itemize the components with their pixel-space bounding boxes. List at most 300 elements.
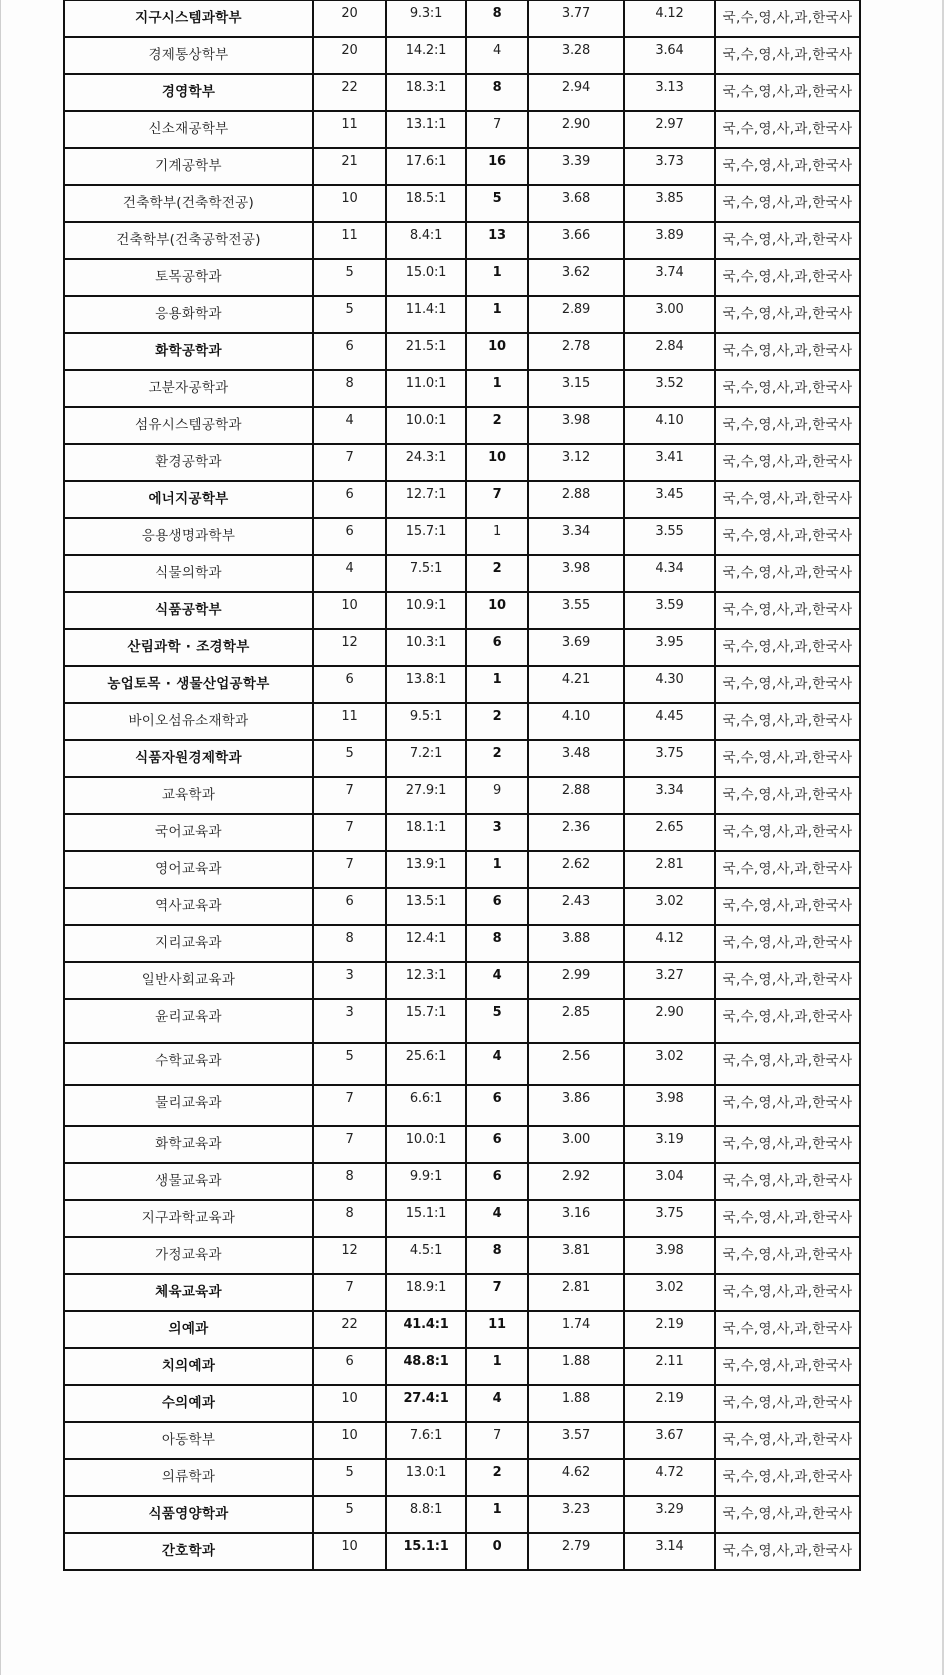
department-cell: 응용생명과학부 bbox=[64, 518, 313, 555]
grade-70-cell: 3.41 bbox=[624, 444, 715, 481]
reflected-subjects-cell: 국,수,영,사,과,한국사 bbox=[715, 1163, 860, 1200]
reflected-subjects-cell: 국,수,영,사,과,한국사 bbox=[715, 407, 860, 444]
grade-50-cell: 3.69 bbox=[528, 629, 624, 666]
table-row bbox=[64, 1422, 860, 1459]
quota-cell: 12 bbox=[313, 629, 386, 666]
quota-cell: 7 bbox=[313, 851, 386, 888]
waitlist-cell: 4 bbox=[466, 37, 528, 74]
competition-ratio-cell: 18.5:1 bbox=[386, 185, 466, 222]
grade-50-cell: 3.98 bbox=[528, 555, 624, 592]
grade-70-cell: 2.11 bbox=[624, 1348, 715, 1385]
waitlist-cell: 4 bbox=[466, 1200, 528, 1237]
competition-ratio-cell: 9.3:1 bbox=[386, 0, 466, 37]
quota-cell: 10 bbox=[313, 1422, 386, 1459]
waitlist-cell: 2 bbox=[466, 703, 528, 740]
grade-70-cell: 2.81 bbox=[624, 851, 715, 888]
grade-70-cell: 4.12 bbox=[624, 0, 715, 37]
waitlist-cell: 10 bbox=[466, 444, 528, 481]
table-row bbox=[64, 1274, 860, 1311]
department-cell: 생물교육과 bbox=[64, 1163, 313, 1200]
table-row bbox=[64, 1311, 860, 1348]
waitlist-cell: 8 bbox=[466, 0, 528, 37]
competition-ratio-cell: 24.3:1 bbox=[386, 444, 466, 481]
grade-70-cell: 3.98 bbox=[624, 1085, 715, 1126]
table-row bbox=[64, 37, 860, 74]
department-cell: 화학교육과 bbox=[64, 1126, 313, 1163]
grade-50-cell: 4.21 bbox=[528, 666, 624, 703]
waitlist-cell: 5 bbox=[466, 185, 528, 222]
department-cell: 에너지공학부 bbox=[64, 481, 313, 518]
grade-50-cell: 2.90 bbox=[528, 111, 624, 148]
reflected-subjects-cell: 국,수,영,사,과,한국사 bbox=[715, 814, 860, 851]
table-row bbox=[64, 888, 860, 925]
quota-cell: 6 bbox=[313, 518, 386, 555]
grade-50-cell: 2.81 bbox=[528, 1274, 624, 1311]
quota-cell: 10 bbox=[313, 185, 386, 222]
grade-50-cell: 1.88 bbox=[528, 1385, 624, 1422]
grade-50-cell: 4.10 bbox=[528, 703, 624, 740]
competition-ratio-cell: 12.7:1 bbox=[386, 481, 466, 518]
waitlist-cell: 1 bbox=[466, 1348, 528, 1385]
competition-ratio-cell: 12.4:1 bbox=[386, 925, 466, 962]
department-cell: 교육학과 bbox=[64, 777, 313, 814]
reflected-subjects-cell: 국,수,영,사,과,한국사 bbox=[715, 370, 860, 407]
quota-cell: 6 bbox=[313, 666, 386, 703]
reflected-subjects-cell: 국,수,영,사,과,한국사 bbox=[715, 703, 860, 740]
grade-70-cell: 3.67 bbox=[624, 1422, 715, 1459]
quota-cell: 8 bbox=[313, 925, 386, 962]
department-cell: 가정교육과 bbox=[64, 1237, 313, 1274]
table-row bbox=[64, 1200, 860, 1237]
grade-50-cell: 2.92 bbox=[528, 1163, 624, 1200]
department-cell: 환경공학과 bbox=[64, 444, 313, 481]
competition-ratio-cell: 11.4:1 bbox=[386, 296, 466, 333]
department-cell: 섬유시스템공학과 bbox=[64, 407, 313, 444]
grade-50-cell: 3.62 bbox=[528, 259, 624, 296]
waitlist-cell: 8 bbox=[466, 925, 528, 962]
grade-50-cell: 3.81 bbox=[528, 1237, 624, 1274]
reflected-subjects-cell: 국,수,영,사,과,한국사 bbox=[715, 1085, 860, 1126]
competition-ratio-cell: 25.6:1 bbox=[386, 1043, 466, 1085]
table-row bbox=[64, 185, 860, 222]
table-row bbox=[64, 74, 860, 111]
quota-cell: 22 bbox=[313, 1311, 386, 1348]
competition-ratio-cell: 8.8:1 bbox=[386, 1496, 466, 1533]
grade-50-cell: 2.85 bbox=[528, 999, 624, 1043]
table-row bbox=[64, 1085, 860, 1126]
reflected-subjects-cell: 국,수,영,사,과,한국사 bbox=[715, 1459, 860, 1496]
quota-cell: 6 bbox=[313, 888, 386, 925]
quota-cell: 7 bbox=[313, 1126, 386, 1163]
department-cell: 윤리교육과 bbox=[64, 999, 313, 1043]
reflected-subjects-cell: 국,수,영,사,과,한국사 bbox=[715, 1043, 860, 1085]
competition-ratio-cell: 13.8:1 bbox=[386, 666, 466, 703]
waitlist-cell: 11 bbox=[466, 1311, 528, 1348]
competition-ratio-cell: 7.6:1 bbox=[386, 1422, 466, 1459]
competition-ratio-cell: 10.0:1 bbox=[386, 1126, 466, 1163]
competition-ratio-cell: 7.2:1 bbox=[386, 740, 466, 777]
department-cell: 아동학부 bbox=[64, 1422, 313, 1459]
table-row bbox=[64, 407, 860, 444]
waitlist-cell: 2 bbox=[466, 1459, 528, 1496]
table-row bbox=[64, 777, 860, 814]
reflected-subjects-cell: 국,수,영,사,과,한국사 bbox=[715, 1422, 860, 1459]
department-cell: 신소재공학부 bbox=[64, 111, 313, 148]
table-row bbox=[64, 1163, 860, 1200]
department-cell: 토목공학과 bbox=[64, 259, 313, 296]
department-cell: 치의예과 bbox=[64, 1348, 313, 1385]
department-cell: 수학교육과 bbox=[64, 1043, 313, 1085]
grade-50-cell: 3.86 bbox=[528, 1085, 624, 1126]
department-cell: 수의예과 bbox=[64, 1385, 313, 1422]
table-row bbox=[64, 666, 860, 703]
table-row bbox=[64, 962, 860, 999]
table-row bbox=[64, 1533, 860, 1570]
department-cell: 식품자원경제학과 bbox=[64, 740, 313, 777]
table-row bbox=[64, 1237, 860, 1274]
grade-50-cell: 2.79 bbox=[528, 1533, 624, 1570]
quota-cell: 7 bbox=[313, 1085, 386, 1126]
reflected-subjects-cell: 국,수,영,사,과,한국사 bbox=[715, 185, 860, 222]
grade-70-cell: 2.97 bbox=[624, 111, 715, 148]
reflected-subjects-cell: 국,수,영,사,과,한국사 bbox=[715, 592, 860, 629]
grade-50-cell: 1.74 bbox=[528, 1311, 624, 1348]
waitlist-cell: 2 bbox=[466, 740, 528, 777]
grade-50-cell: 3.12 bbox=[528, 444, 624, 481]
waitlist-cell: 6 bbox=[466, 888, 528, 925]
waitlist-cell: 9 bbox=[466, 777, 528, 814]
waitlist-cell: 7 bbox=[466, 481, 528, 518]
reflected-subjects-cell: 국,수,영,사,과,한국사 bbox=[715, 148, 860, 185]
table-row bbox=[64, 999, 860, 1043]
grade-70-cell: 4.72 bbox=[624, 1459, 715, 1496]
reflected-subjects-cell: 국,수,영,사,과,한국사 bbox=[715, 1126, 860, 1163]
quota-cell: 21 bbox=[313, 148, 386, 185]
table-row bbox=[64, 296, 860, 333]
competition-ratio-cell: 9.9:1 bbox=[386, 1163, 466, 1200]
waitlist-cell: 3 bbox=[466, 814, 528, 851]
quota-cell: 10 bbox=[313, 592, 386, 629]
grade-50-cell: 2.43 bbox=[528, 888, 624, 925]
grade-70-cell: 3.19 bbox=[624, 1126, 715, 1163]
grade-50-cell: 3.34 bbox=[528, 518, 624, 555]
table-row bbox=[64, 592, 860, 629]
department-cell: 물리교육과 bbox=[64, 1085, 313, 1126]
department-cell: 지리교육과 bbox=[64, 925, 313, 962]
competition-ratio-cell: 6.6:1 bbox=[386, 1085, 466, 1126]
table-row bbox=[64, 1385, 860, 1422]
quota-cell: 5 bbox=[313, 259, 386, 296]
grade-70-cell: 4.10 bbox=[624, 407, 715, 444]
reflected-subjects-cell: 국,수,영,사,과,한국사 bbox=[715, 111, 860, 148]
quota-cell: 5 bbox=[313, 1459, 386, 1496]
reflected-subjects-cell: 국,수,영,사,과,한국사 bbox=[715, 962, 860, 999]
waitlist-cell: 4 bbox=[466, 962, 528, 999]
grade-70-cell: 3.29 bbox=[624, 1496, 715, 1533]
waitlist-cell: 4 bbox=[466, 1043, 528, 1085]
waitlist-cell: 6 bbox=[466, 1126, 528, 1163]
reflected-subjects-cell: 국,수,영,사,과,한국사 bbox=[715, 1311, 860, 1348]
quota-cell: 6 bbox=[313, 481, 386, 518]
grade-50-cell: 1.88 bbox=[528, 1348, 624, 1385]
grade-70-cell: 3.74 bbox=[624, 259, 715, 296]
competition-ratio-cell: 8.4:1 bbox=[386, 222, 466, 259]
quota-cell: 5 bbox=[313, 1043, 386, 1085]
reflected-subjects-cell: 국,수,영,사,과,한국사 bbox=[715, 222, 860, 259]
reflected-subjects-cell: 국,수,영,사,과,한국사 bbox=[715, 1496, 860, 1533]
grade-70-cell: 3.27 bbox=[624, 962, 715, 999]
grade-70-cell: 3.02 bbox=[624, 888, 715, 925]
department-cell: 국어교육과 bbox=[64, 814, 313, 851]
grade-70-cell: 3.45 bbox=[624, 481, 715, 518]
waitlist-cell: 5 bbox=[466, 999, 528, 1043]
grade-70-cell: 3.89 bbox=[624, 222, 715, 259]
reflected-subjects-cell: 국,수,영,사,과,한국사 bbox=[715, 37, 860, 74]
table-row bbox=[64, 1043, 860, 1085]
competition-ratio-cell: 13.0:1 bbox=[386, 1459, 466, 1496]
competition-ratio-cell: 27.4:1 bbox=[386, 1385, 466, 1422]
table-row bbox=[64, 1459, 860, 1496]
table-row bbox=[64, 0, 860, 37]
admissions-results-table-container bbox=[63, 0, 861, 1571]
waitlist-cell: 6 bbox=[466, 629, 528, 666]
waitlist-cell: 10 bbox=[466, 592, 528, 629]
reflected-subjects-cell: 국,수,영,사,과,한국사 bbox=[715, 1274, 860, 1311]
quota-cell: 11 bbox=[313, 111, 386, 148]
grade-50-cell: 3.57 bbox=[528, 1422, 624, 1459]
table-row bbox=[64, 1496, 860, 1533]
department-cell: 역사교육과 bbox=[64, 888, 313, 925]
grade-70-cell: 3.75 bbox=[624, 1200, 715, 1237]
competition-ratio-cell: 15.7:1 bbox=[386, 999, 466, 1043]
reflected-subjects-cell: 국,수,영,사,과,한국사 bbox=[715, 555, 860, 592]
quota-cell: 8 bbox=[313, 1200, 386, 1237]
department-cell: 간호학과 bbox=[64, 1533, 313, 1570]
grade-70-cell: 4.34 bbox=[624, 555, 715, 592]
table-row bbox=[64, 481, 860, 518]
grade-70-cell: 3.02 bbox=[624, 1043, 715, 1085]
table-row bbox=[64, 370, 860, 407]
competition-ratio-cell: 48.8:1 bbox=[386, 1348, 466, 1385]
department-cell: 식품공학부 bbox=[64, 592, 313, 629]
grade-50-cell: 2.78 bbox=[528, 333, 624, 370]
competition-ratio-cell: 14.2:1 bbox=[386, 37, 466, 74]
grade-50-cell: 3.98 bbox=[528, 407, 624, 444]
table-row bbox=[64, 259, 860, 296]
reflected-subjects-cell: 국,수,영,사,과,한국사 bbox=[715, 259, 860, 296]
quota-cell: 8 bbox=[313, 1163, 386, 1200]
quota-cell: 22 bbox=[313, 74, 386, 111]
waitlist-cell: 4 bbox=[466, 1385, 528, 1422]
reflected-subjects-cell: 국,수,영,사,과,한국사 bbox=[715, 925, 860, 962]
reflected-subjects-cell: 국,수,영,사,과,한국사 bbox=[715, 1237, 860, 1274]
grade-50-cell: 2.88 bbox=[528, 481, 624, 518]
quota-cell: 8 bbox=[313, 370, 386, 407]
grade-70-cell: 3.55 bbox=[624, 518, 715, 555]
waitlist-cell: 16 bbox=[466, 148, 528, 185]
competition-ratio-cell: 13.1:1 bbox=[386, 111, 466, 148]
department-cell: 식품영양학과 bbox=[64, 1496, 313, 1533]
department-cell: 고분자공학과 bbox=[64, 370, 313, 407]
quota-cell: 6 bbox=[313, 333, 386, 370]
grade-70-cell: 2.84 bbox=[624, 333, 715, 370]
department-cell: 응용화학과 bbox=[64, 296, 313, 333]
waitlist-cell: 1 bbox=[466, 666, 528, 703]
reflected-subjects-cell: 국,수,영,사,과,한국사 bbox=[715, 851, 860, 888]
grade-50-cell: 3.15 bbox=[528, 370, 624, 407]
competition-ratio-cell: 21.5:1 bbox=[386, 333, 466, 370]
grade-50-cell: 3.55 bbox=[528, 592, 624, 629]
waitlist-cell: 1 bbox=[466, 1496, 528, 1533]
quota-cell: 5 bbox=[313, 296, 386, 333]
reflected-subjects-cell: 국,수,영,사,과,한국사 bbox=[715, 999, 860, 1043]
quota-cell: 6 bbox=[313, 1348, 386, 1385]
department-cell: 농업토목 · 생물산업공학부 bbox=[64, 666, 313, 703]
department-cell: 경제통상학부 bbox=[64, 37, 313, 74]
department-cell: 지구시스템과학부 bbox=[64, 0, 313, 37]
department-cell: 체육교육과 bbox=[64, 1274, 313, 1311]
grade-50-cell: 2.88 bbox=[528, 777, 624, 814]
reflected-subjects-cell: 국,수,영,사,과,한국사 bbox=[715, 1200, 860, 1237]
table-row bbox=[64, 444, 860, 481]
competition-ratio-cell: 4.5:1 bbox=[386, 1237, 466, 1274]
reflected-subjects-cell: 국,수,영,사,과,한국사 bbox=[715, 1385, 860, 1422]
quota-cell: 11 bbox=[313, 703, 386, 740]
grade-70-cell: 3.95 bbox=[624, 629, 715, 666]
grade-50-cell: 3.68 bbox=[528, 185, 624, 222]
quota-cell: 20 bbox=[313, 37, 386, 74]
table-row bbox=[64, 740, 860, 777]
grade-70-cell: 2.90 bbox=[624, 999, 715, 1043]
table-row bbox=[64, 814, 860, 851]
quota-cell: 4 bbox=[313, 555, 386, 592]
table-row bbox=[64, 518, 860, 555]
competition-ratio-cell: 12.3:1 bbox=[386, 962, 466, 999]
department-cell: 의류학과 bbox=[64, 1459, 313, 1496]
table-row bbox=[64, 851, 860, 888]
quota-cell: 3 bbox=[313, 962, 386, 999]
table-row bbox=[64, 703, 860, 740]
competition-ratio-cell: 11.0:1 bbox=[386, 370, 466, 407]
department-cell: 바이오섬유소재학과 bbox=[64, 703, 313, 740]
reflected-subjects-cell: 국,수,영,사,과,한국사 bbox=[715, 518, 860, 555]
quota-cell: 7 bbox=[313, 777, 386, 814]
grade-50-cell: 3.88 bbox=[528, 925, 624, 962]
grade-70-cell: 3.73 bbox=[624, 148, 715, 185]
reflected-subjects-cell: 국,수,영,사,과,한국사 bbox=[715, 333, 860, 370]
reflected-subjects-cell: 국,수,영,사,과,한국사 bbox=[715, 1348, 860, 1385]
grade-70-cell: 2.65 bbox=[624, 814, 715, 851]
table-row bbox=[64, 111, 860, 148]
competition-ratio-cell: 10.0:1 bbox=[386, 407, 466, 444]
grade-50-cell: 3.16 bbox=[528, 1200, 624, 1237]
waitlist-cell: 1 bbox=[466, 851, 528, 888]
quota-cell: 10 bbox=[313, 1533, 386, 1570]
reflected-subjects-cell: 국,수,영,사,과,한국사 bbox=[715, 629, 860, 666]
grade-70-cell: 3.85 bbox=[624, 185, 715, 222]
grade-70-cell: 3.98 bbox=[624, 1237, 715, 1274]
waitlist-cell: 6 bbox=[466, 1163, 528, 1200]
waitlist-cell: 10 bbox=[466, 333, 528, 370]
grade-70-cell: 3.04 bbox=[624, 1163, 715, 1200]
quota-cell: 20 bbox=[313, 0, 386, 37]
grade-70-cell: 2.19 bbox=[624, 1385, 715, 1422]
table-row bbox=[64, 1348, 860, 1385]
grade-50-cell: 3.66 bbox=[528, 222, 624, 259]
grade-50-cell: 3.28 bbox=[528, 37, 624, 74]
grade-50-cell: 3.00 bbox=[528, 1126, 624, 1163]
grade-70-cell: 2.19 bbox=[624, 1311, 715, 1348]
quota-cell: 10 bbox=[313, 1385, 386, 1422]
waitlist-cell: 2 bbox=[466, 407, 528, 444]
grade-50-cell: 3.23 bbox=[528, 1496, 624, 1533]
competition-ratio-cell: 15.7:1 bbox=[386, 518, 466, 555]
department-cell: 일반사회교육과 bbox=[64, 962, 313, 999]
quota-cell: 11 bbox=[313, 222, 386, 259]
waitlist-cell: 8 bbox=[466, 74, 528, 111]
reflected-subjects-cell: 국,수,영,사,과,한국사 bbox=[715, 777, 860, 814]
grade-70-cell: 3.14 bbox=[624, 1533, 715, 1570]
quota-cell: 7 bbox=[313, 814, 386, 851]
reflected-subjects-cell: 국,수,영,사,과,한국사 bbox=[715, 888, 860, 925]
grade-50-cell: 2.99 bbox=[528, 962, 624, 999]
grade-70-cell: 3.64 bbox=[624, 37, 715, 74]
department-cell: 화학공학과 bbox=[64, 333, 313, 370]
waitlist-cell: 2 bbox=[466, 555, 528, 592]
quota-cell: 7 bbox=[313, 444, 386, 481]
department-cell: 기계공학부 bbox=[64, 148, 313, 185]
department-cell: 식물의학과 bbox=[64, 555, 313, 592]
reflected-subjects-cell: 국,수,영,사,과,한국사 bbox=[715, 0, 860, 37]
competition-ratio-cell: 15.0:1 bbox=[386, 259, 466, 296]
reflected-subjects-cell: 국,수,영,사,과,한국사 bbox=[715, 1533, 860, 1570]
page-left-edge bbox=[0, 0, 1, 1675]
quota-cell: 12 bbox=[313, 1237, 386, 1274]
reflected-subjects-cell: 국,수,영,사,과,한국사 bbox=[715, 481, 860, 518]
competition-ratio-cell: 27.9:1 bbox=[386, 777, 466, 814]
grade-70-cell: 3.34 bbox=[624, 777, 715, 814]
competition-ratio-cell: 13.5:1 bbox=[386, 888, 466, 925]
waitlist-cell: 6 bbox=[466, 1085, 528, 1126]
waitlist-cell: 0 bbox=[466, 1533, 528, 1570]
grade-70-cell: 4.45 bbox=[624, 703, 715, 740]
grade-70-cell: 3.13 bbox=[624, 74, 715, 111]
competition-ratio-cell: 9.5:1 bbox=[386, 703, 466, 740]
quota-cell: 4 bbox=[313, 407, 386, 444]
grade-70-cell: 4.12 bbox=[624, 925, 715, 962]
table-row bbox=[64, 629, 860, 666]
grade-50-cell: 2.36 bbox=[528, 814, 624, 851]
grade-50-cell: 3.39 bbox=[528, 148, 624, 185]
waitlist-cell: 7 bbox=[466, 1274, 528, 1311]
competition-ratio-cell: 7.5:1 bbox=[386, 555, 466, 592]
grade-70-cell: 3.59 bbox=[624, 592, 715, 629]
grade-50-cell: 4.62 bbox=[528, 1459, 624, 1496]
competition-ratio-cell: 13.9:1 bbox=[386, 851, 466, 888]
competition-ratio-cell: 18.1:1 bbox=[386, 814, 466, 851]
competition-ratio-cell: 15.1:1 bbox=[386, 1200, 466, 1237]
competition-ratio-cell: 17.6:1 bbox=[386, 148, 466, 185]
department-cell: 산림과학 · 조경학부 bbox=[64, 629, 313, 666]
reflected-subjects-cell: 국,수,영,사,과,한국사 bbox=[715, 296, 860, 333]
grade-70-cell: 3.02 bbox=[624, 1274, 715, 1311]
waitlist-cell: 1 bbox=[466, 296, 528, 333]
table-row bbox=[64, 222, 860, 259]
grade-50-cell: 3.77 bbox=[528, 0, 624, 37]
grade-70-cell: 3.52 bbox=[624, 370, 715, 407]
grade-50-cell: 2.62 bbox=[528, 851, 624, 888]
waitlist-cell: 1 bbox=[466, 370, 528, 407]
